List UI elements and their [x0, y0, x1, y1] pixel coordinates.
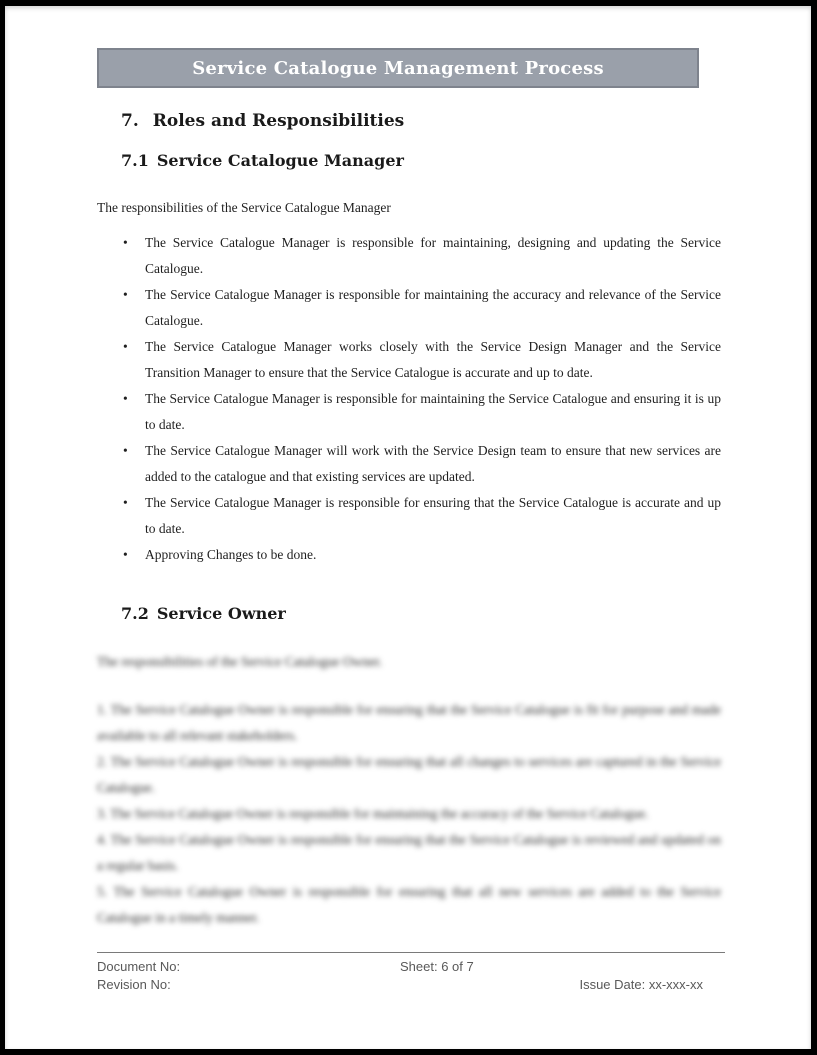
heading-label: Service Owner — [156, 604, 286, 623]
list-item-text: The Service Catalogue Manager works closely with the Service Design Manager and the Service Transition Manager to ensure that the Service Catalogue is accurate and up to date. — [145, 339, 721, 380]
heading-label: Service Catalogue Manager — [156, 151, 404, 170]
owner-responsibilities-blurred — [97, 697, 721, 931]
list-item — [97, 282, 721, 334]
owner-intro-paragraph-blurred: The responsibilities of the Service Catalogue Owner. — [97, 654, 383, 669]
bullet-icon: • — [123, 391, 128, 406]
footer-revision-no-label: Revision No: — [97, 977, 171, 992]
list-item-text: The Service Catalogue Manager is responsible for maintaining the Service Catalogue and ensuring it is up to date. — [145, 391, 721, 432]
footer-row-1 — [97, 958, 725, 976]
bullet-icon: • — [123, 339, 128, 354]
list-item — [97, 386, 721, 438]
heading-roles-and-responsibilities — [121, 111, 404, 131]
owner-item-text: 3. The Service Catalogue Owner is responsible for maintaining the accuracy of the Service Catalogue. — [97, 806, 649, 821]
owner-item-text: 2. The Service Catalogue Owner is responsible for ensuring that all changes to services are captured in the Service Catalogue. — [97, 754, 721, 795]
bullet-icon: • — [123, 287, 128, 302]
list-item-text: The Service Catalogue Manager is responsible for maintaining, designing and updating the Service Catalogue. — [145, 235, 721, 276]
heading-service-owner — [121, 604, 286, 623]
heading-service-catalogue-manager — [121, 151, 404, 170]
heading-number: 7.2 — [121, 604, 149, 623]
bullet-icon: • — [123, 495, 128, 510]
footer-document-no-label: Document No: — [97, 959, 181, 974]
list-item — [97, 542, 721, 568]
list-item — [97, 230, 721, 282]
bullet-icon: • — [123, 443, 128, 458]
list-item-text: The Service Catalogue Manager is responsible for ensuring that the Service Catalogue is accurate and up to date. — [145, 495, 721, 536]
owner-item-text: 4. The Service Catalogue Owner is responsible for ensuring that the Service Catalogue is reviewed and updated on a regular basis. — [97, 832, 721, 873]
page-footer — [97, 952, 725, 994]
manager-intro-paragraph: The responsibilities of the Service Catalogue Manager — [97, 200, 391, 215]
manager-responsibilities-list — [97, 230, 721, 568]
bullet-icon: • — [123, 547, 128, 562]
heading-number: 7. — [121, 111, 139, 131]
heading-label: Roles and Responsibilities — [152, 111, 405, 131]
list-item — [97, 334, 721, 386]
footer-row-2 — [97, 976, 725, 994]
list-item — [97, 490, 721, 542]
footer-issue-date-label: Issue Date: xx-xxx-xx — [579, 977, 703, 992]
footer-sheet-label: Sheet: 6 of 7 — [400, 959, 474, 974]
document-page — [5, 6, 811, 1049]
document-title: Service Catalogue Management Process — [192, 57, 604, 79]
bullet-icon: • — [123, 235, 128, 250]
document-title-bar — [97, 48, 699, 88]
owner-item-text: 5. The Service Catalogue Owner is responsible for ensuring that all new services are added to the Service Catalogue in a timely manner. — [97, 884, 721, 925]
owner-item-text: 1. The Service Catalogue Owner is responsible for ensuring that the Service Catalogue is fit for purpose and made available to all relevant stakeholders. — [97, 702, 721, 743]
list-item-text: Approving Changes to be done. — [145, 547, 317, 562]
list-item-text: The Service Catalogue Manager will work with the Service Design team to ensure that new services are added to the catalogue and that existing services are updated. — [145, 443, 721, 484]
list-item — [97, 438, 721, 490]
heading-number: 7.1 — [121, 151, 149, 170]
list-item-text: The Service Catalogue Manager is responsible for maintaining the accuracy and relevance of the Service Catalogue. — [145, 287, 721, 328]
